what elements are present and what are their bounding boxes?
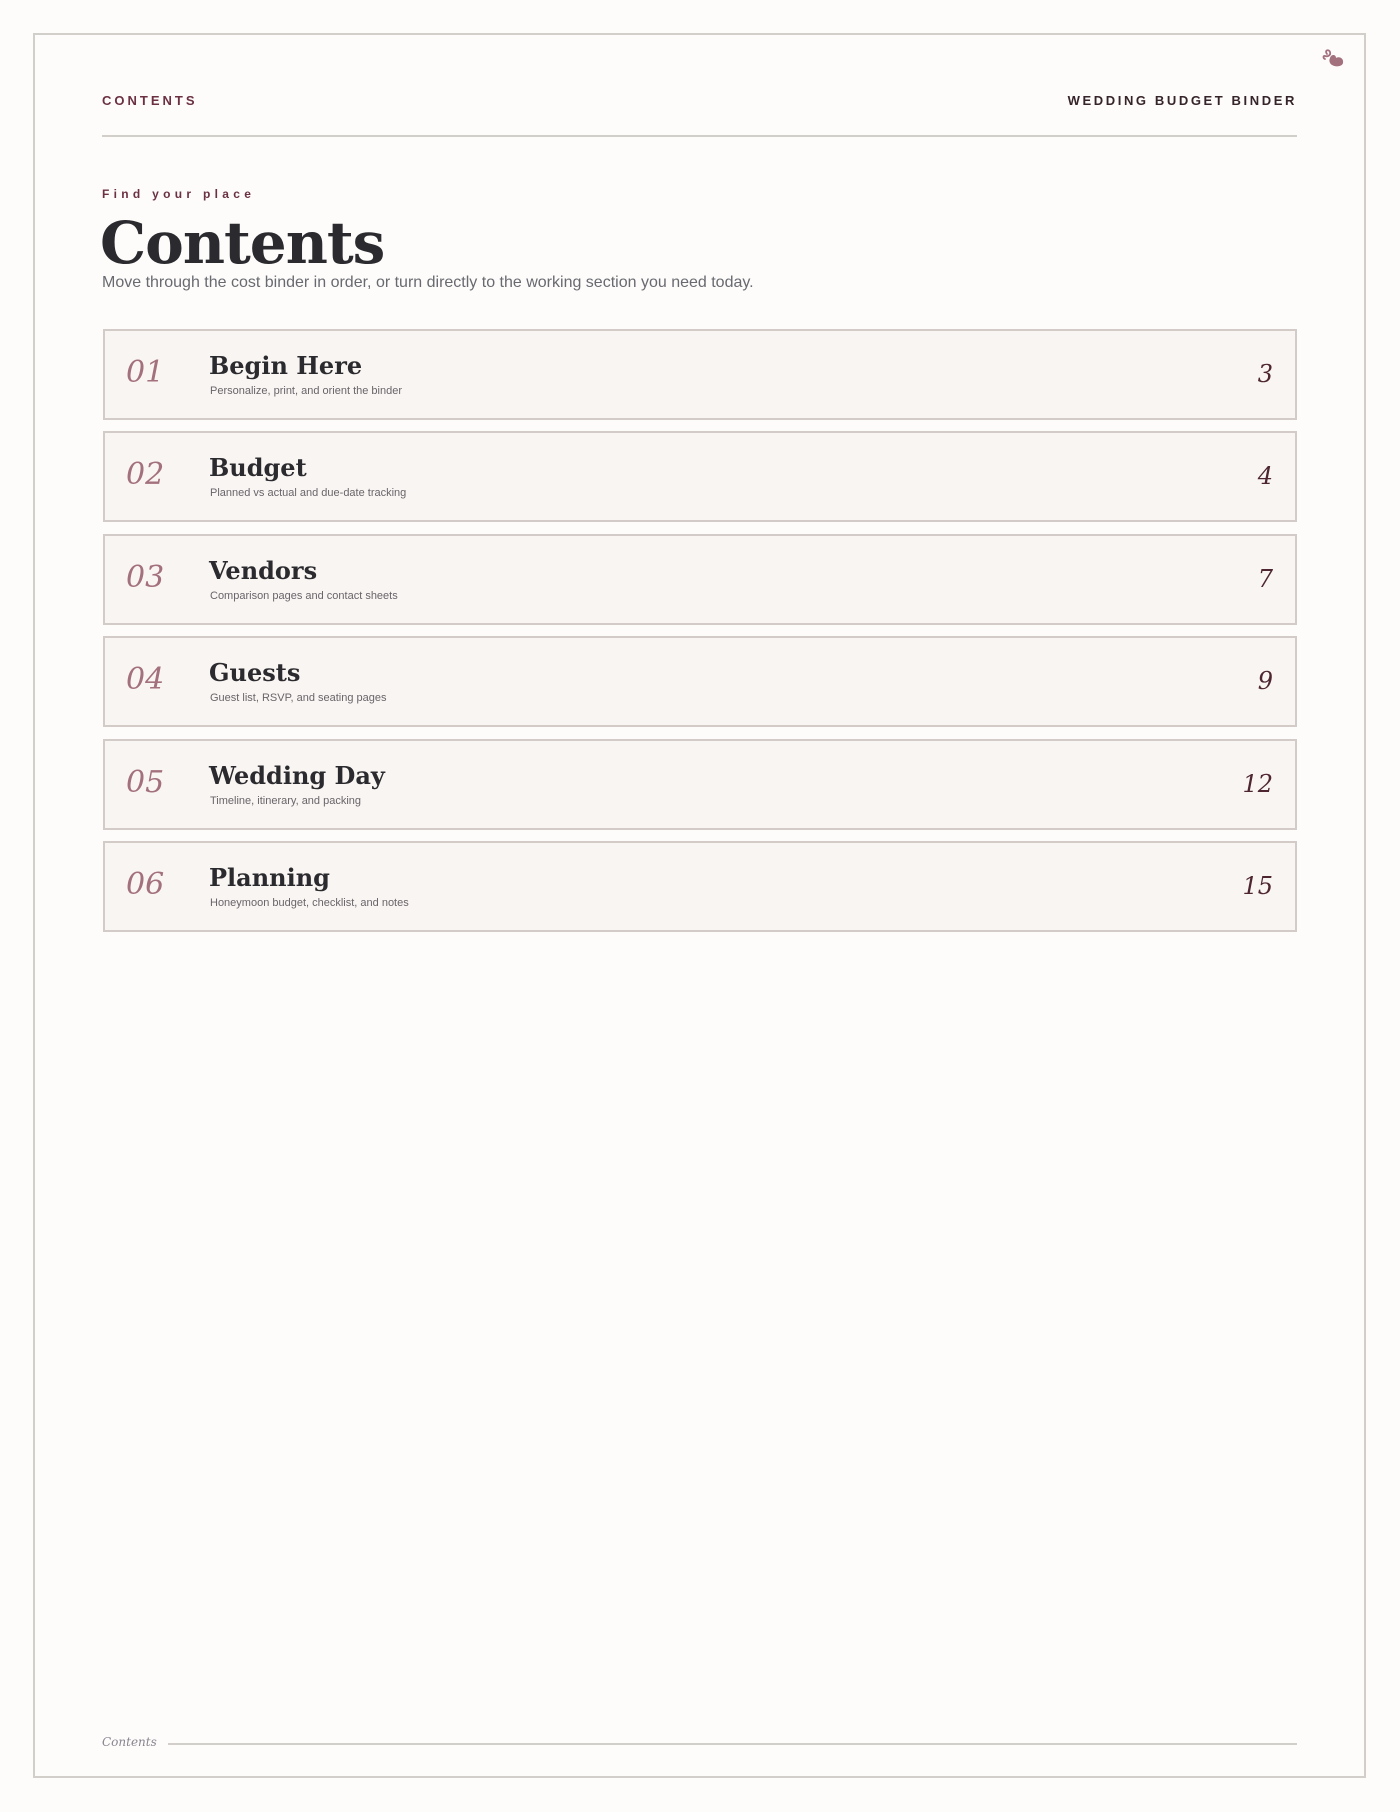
footer-divider <box>168 1743 1297 1745</box>
toc-item-wedding-day[interactable] <box>103 739 1297 830</box>
toc-item-begin-here[interactable] <box>103 329 1297 420</box>
toc-item-page: 9 <box>1257 667 1273 696</box>
toc-item-subtitle: Personalize, print, and orient the binder <box>210 385 403 397</box>
toc-item-vendors[interactable] <box>103 534 1297 625</box>
toc-item-number: 06 <box>126 866 165 902</box>
toc-item-subtitle: Timeline, itinerary, and packing <box>210 794 362 807</box>
toc-item-number: 05 <box>126 764 165 800</box>
page-title: Contents <box>100 209 385 277</box>
toc-item-page: 12 <box>1242 769 1273 798</box>
toc-item-number: 03 <box>126 559 165 595</box>
toc-item-title: Begin Here <box>209 351 363 380</box>
toc-item-title: Planning <box>209 862 330 892</box>
toc-item-subtitle: Guest list, RSVP, and seating pages <box>210 692 387 705</box>
toc-item-number: 02 <box>126 457 165 493</box>
toc-item-subtitle: Honeymoon budget, checklist, and notes <box>210 896 409 909</box>
footer-label: Contents <box>102 1735 157 1749</box>
intro-description: Move through the cost binder in order, or turn directly to the working section you need today. <box>102 274 754 291</box>
toc-item-page: 7 <box>1257 564 1273 593</box>
toc-item-title: Guests <box>209 658 301 688</box>
toc-item-number: 04 <box>126 662 165 698</box>
toc-item-planning[interactable] <box>103 841 1297 932</box>
toc-item-title: Wedding Day <box>209 760 385 790</box>
toc-item-title: Vendors <box>209 555 318 585</box>
header-divider <box>102 135 1297 137</box>
toc-item-page: 4 <box>1257 462 1273 491</box>
toc-item-title: Budget <box>209 453 307 483</box>
binder-title: WEDDING BUDGET BINDER <box>1067 92 1297 108</box>
toc-item-subtitle: Comparison pages and contact sheets <box>210 589 398 602</box>
floral-flourish-icon <box>1318 45 1348 75</box>
toc-item-subtitle: Planned vs actual and due-date tracking <box>210 487 407 500</box>
toc-item-guests[interactable] <box>103 636 1297 727</box>
toc-item-number: 01 <box>126 355 165 390</box>
toc-item-budget[interactable] <box>103 431 1297 522</box>
toc-item-page: 3 <box>1257 360 1273 388</box>
page-header <box>102 88 1297 112</box>
table-of-contents <box>103 329 1297 943</box>
eyebrow-text: Find your place <box>102 187 256 201</box>
section-label: CONTENTS <box>102 92 198 108</box>
toc-item-page: 15 <box>1242 871 1273 900</box>
